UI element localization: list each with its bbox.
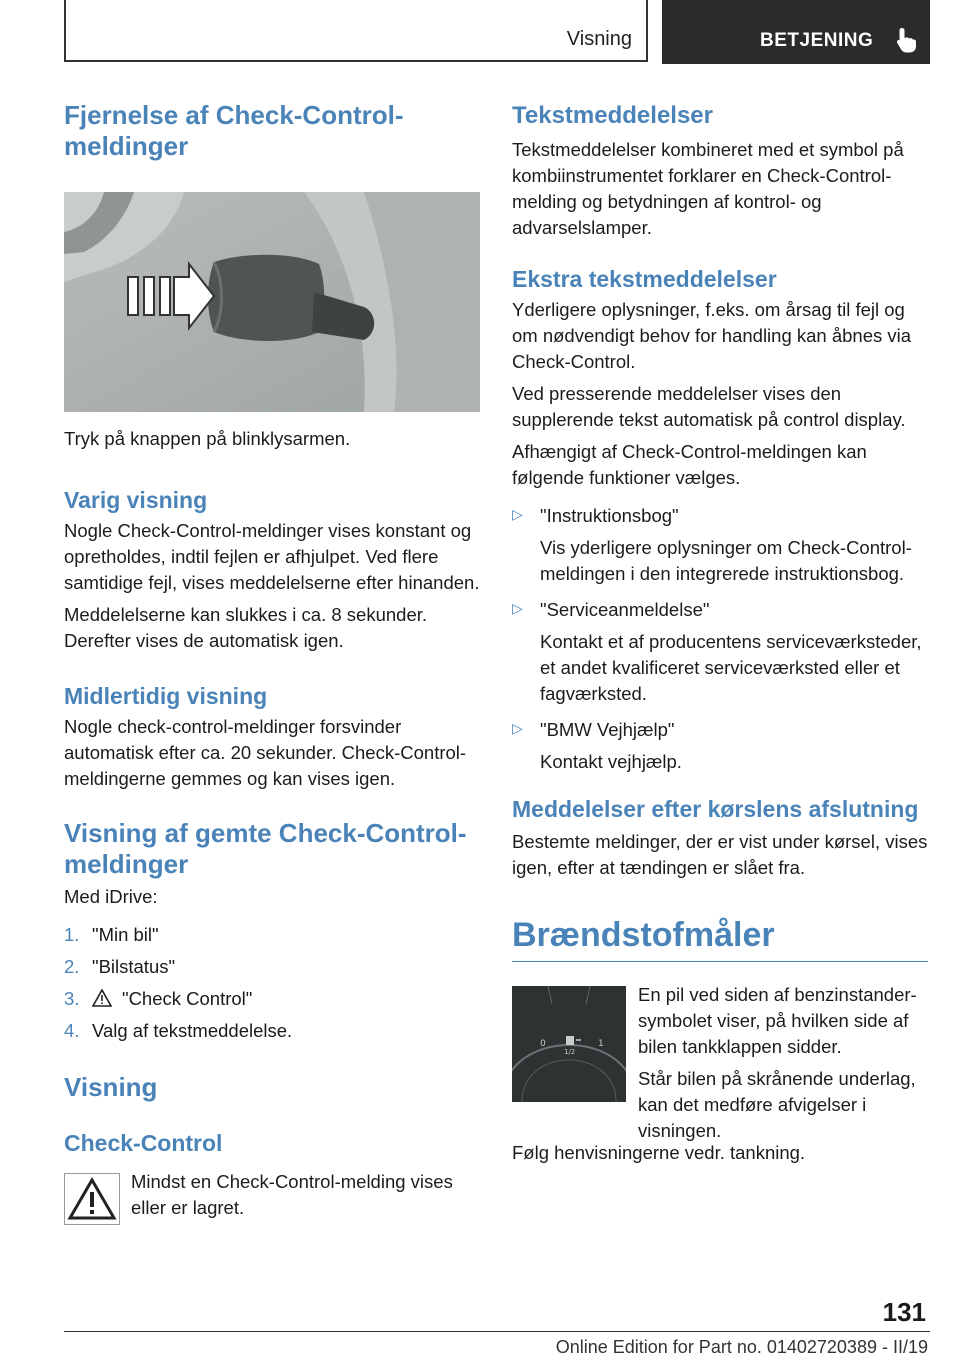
bullet-triangle-icon: ▷ <box>512 600 523 616</box>
heading-stored-messages: Visning af gemte Check-Control-meldinger <box>64 818 467 879</box>
chapter-tab <box>662 0 930 64</box>
list-item: 1. "Min bil" <box>64 924 159 945</box>
heading-permanent-display: Varig visning <box>64 487 208 513</box>
list-item: ▷ "Serviceanmeldelse" Kontakt et af producentens serviceværksteder, et andet kvalificeret serviceværksted eller et fagværksted. <box>512 599 922 704</box>
paragraph-idrive: Med iDrive: <box>64 886 158 907</box>
paragraph-fuel-2: Følg henvisningerne vedr. tankning. <box>512 1142 806 1163</box>
bullet-triangle-icon: ▷ <box>512 720 523 736</box>
svg-text:1: 1 <box>598 1039 604 1049</box>
page-number: 131 <box>882 1297 926 1327</box>
heading-fuel-gauge: Brændstofmåler <box>512 915 928 962</box>
paragraph-extra-3: Afhængigt af Check-Control-meldingen kan følgende funktioner vælges. <box>512 441 867 488</box>
idrive-steps-list <box>64 922 480 1044</box>
pointing-hand-icon <box>895 26 919 54</box>
footer-divider <box>64 1331 930 1332</box>
check-control-note <box>64 1169 480 1229</box>
bullet-triangle-icon: ▷ <box>512 506 523 522</box>
warning-triangle-icon <box>64 1173 120 1225</box>
paragraph-temporary: Nogle check-control-meldinger forsvinder automatisk efter ca. 20 sekunder. Check-Control-meldingerne gemmes og kan vises igen. <box>64 716 467 789</box>
list-item: 2. "Bilstatus" <box>64 956 176 977</box>
heading-display: Visning <box>64 1072 158 1102</box>
footer-edition: Online Edition for Part no. 01402720389 - II/19 <box>555 1337 928 1357</box>
paragraph-permanent-2: Meddelelserne kan slukkes i ca. 8 sekunder. Derefter vises de automatisk igen. <box>64 604 428 651</box>
paragraph-after-drive: Bestemte meldinger, der er vist under kørsel, vises igen, efter at tændingen er slået fra. <box>512 831 928 878</box>
functions-list <box>512 503 928 775</box>
chapter-title: BETJENING <box>760 30 874 51</box>
list-item: ▷ "BMW Vejhjælp" Kontakt vejhjælp. <box>512 719 682 772</box>
warning-triangle-icon <box>92 989 112 1007</box>
heading-temporary-display: Midlertidig visning <box>64 683 268 709</box>
section-title: Visning <box>566 28 632 50</box>
heading-remove-messages: Fjernelse af Check-Control-meldinger <box>64 100 404 161</box>
heading-extra-text-messages: Ekstra tekstmeddelelser <box>512 266 777 292</box>
list-item: 3. "Check Control" <box>64 988 253 1009</box>
page-header <box>64 0 930 66</box>
heading-messages-after-drive: Meddelelser efter kørslens afslutning <box>512 796 919 822</box>
turn-signal-stalk-illustration <box>64 192 480 412</box>
paragraph-text-messages: Tekstmeddelelser kombineret med et symbol på kombiinstrumentet forklarer en Check-Control-melding og betydningen af kontrol- og advarselslamper. <box>512 139 904 238</box>
image-caption: Tryk på knappen på blinklysarmen. <box>64 428 351 449</box>
list-item: 4. Valg af tekstmeddelelse. <box>64 1020 293 1041</box>
paragraph-fuel-1: En pil ved siden af benzinstander-symbolet viser, på hvilken side af bilen tankklappen sidder. <box>638 984 917 1057</box>
section-tab <box>64 0 648 62</box>
fuel-gauge-image <box>512 986 626 1102</box>
svg-text:0: 0 <box>540 1039 546 1049</box>
paragraph-check-control: Mindst en Check-Control-melding vises eller er lagret. <box>131 1171 453 1218</box>
heading-check-control: Check-Control <box>64 1130 223 1156</box>
left-column <box>64 100 480 1229</box>
paragraph-extra-2: Ved presserende meddelelser vises den supplerende tekst automatisk på control display. <box>512 383 906 430</box>
heading-text-messages: Tekstmeddelelser <box>512 102 713 129</box>
svg-text:1/2: 1/2 <box>564 1048 576 1056</box>
fuel-gauge-section <box>512 982 928 1141</box>
right-column <box>512 100 928 1166</box>
paragraph-extra-1: Yderligere oplysninger, f.eks. om årsag til fejl og om nødvendigt behov for handling kan åbnes via Check-Control. <box>512 299 912 372</box>
list-item: ▷ "Instruktionsbog" Vis yderligere oplysninger om Check-Control-meldingen i den integrerede instruktionsbog. <box>512 505 912 584</box>
paragraph-fuel-1b: Står bilen på skrånende underlag, kan det medføre afvigelser i visningen. <box>638 1068 916 1141</box>
paragraph-permanent-1: Nogle Check-Control-meldinger vises konstant og opretholdes, indtil fejlen er afhjulpet. Ved flere samtidige fejl, vises meddelelserne efter hinanden. <box>64 520 480 593</box>
